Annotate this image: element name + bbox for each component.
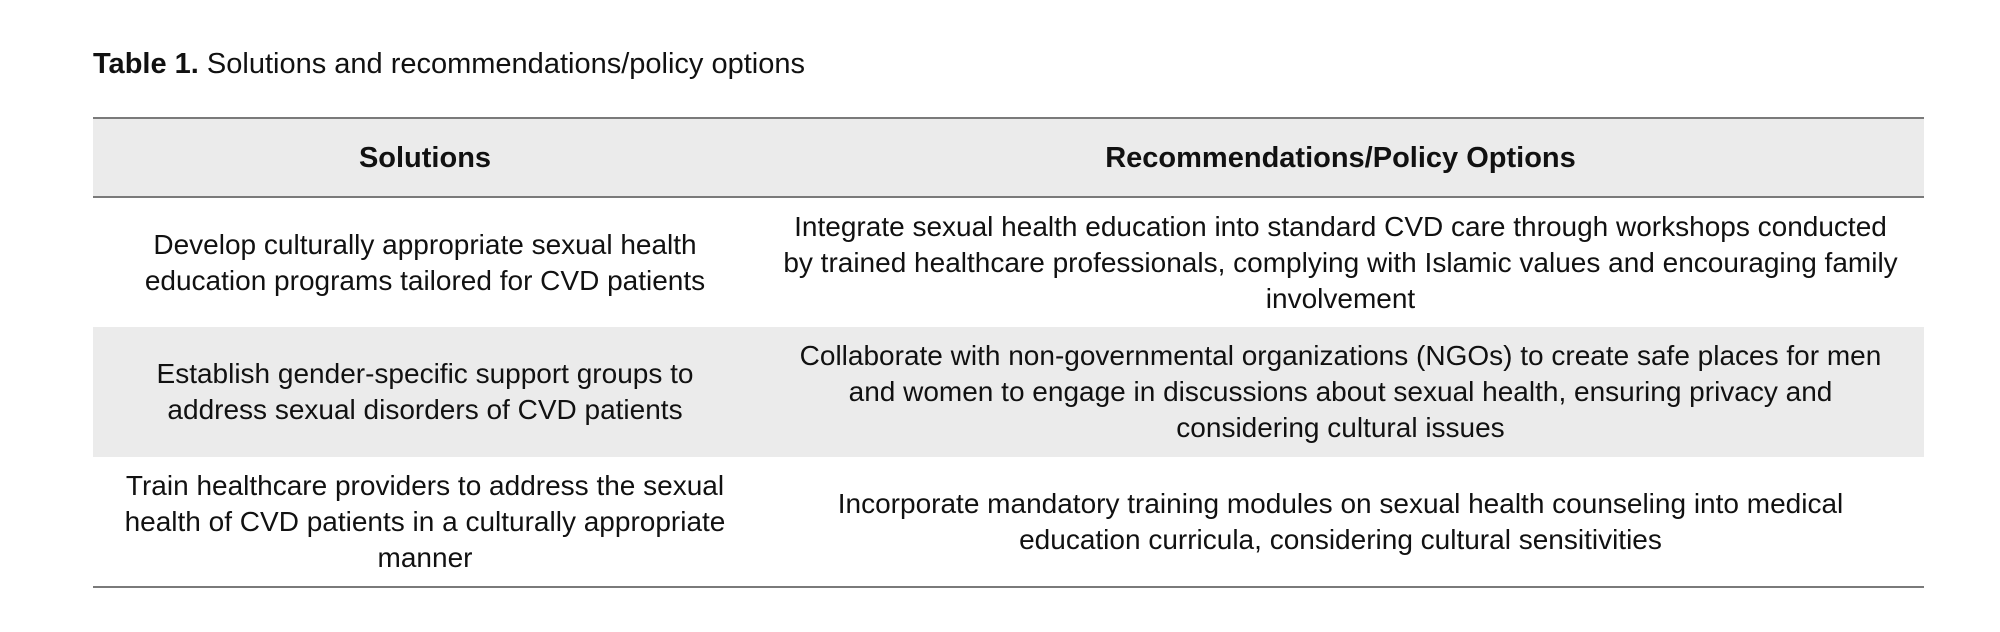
solution-cell: Train healthcare providers to address the sexual health of CVD patients in a culturally appropriate manner xyxy=(124,469,726,573)
caption-text: Solutions and recommendations/policy options xyxy=(198,48,805,80)
table-body xyxy=(93,197,1924,587)
table-row xyxy=(93,197,1924,327)
table-header xyxy=(93,118,1924,197)
header-row xyxy=(93,118,1924,197)
recommendation-cell: Integrate sexual health education into standard CVD care through workshops conducted by trained healthcare professionals, complying with Islamic values and encouraging family involvement xyxy=(783,210,1898,314)
header-recommendations: Recommendations/Policy Options xyxy=(1105,141,1576,174)
solutions-table xyxy=(93,117,1924,588)
caption-label: Table 1. xyxy=(93,48,199,80)
table-caption xyxy=(93,44,805,84)
solution-cell: Develop culturally appropriate sexual health education programs tailored for CVD patients xyxy=(144,228,706,296)
solution-cell: Establish gender-specific support groups to address sexual disorders of CVD patients xyxy=(156,358,694,425)
table-row xyxy=(93,327,1924,457)
recommendation-cell: Incorporate mandatory training modules on sexual health counseling into medical education curricula, considering cultural sensitivities xyxy=(837,487,1844,555)
header-solutions: Solutions xyxy=(358,141,492,174)
recommendation-cell: Collaborate with non-governmental organizations (NGOs) to create safe places for men and women to engage in discussions about sexual health, ensuring privacy and considering cultural issues xyxy=(799,340,1882,443)
table-row xyxy=(93,457,1924,587)
